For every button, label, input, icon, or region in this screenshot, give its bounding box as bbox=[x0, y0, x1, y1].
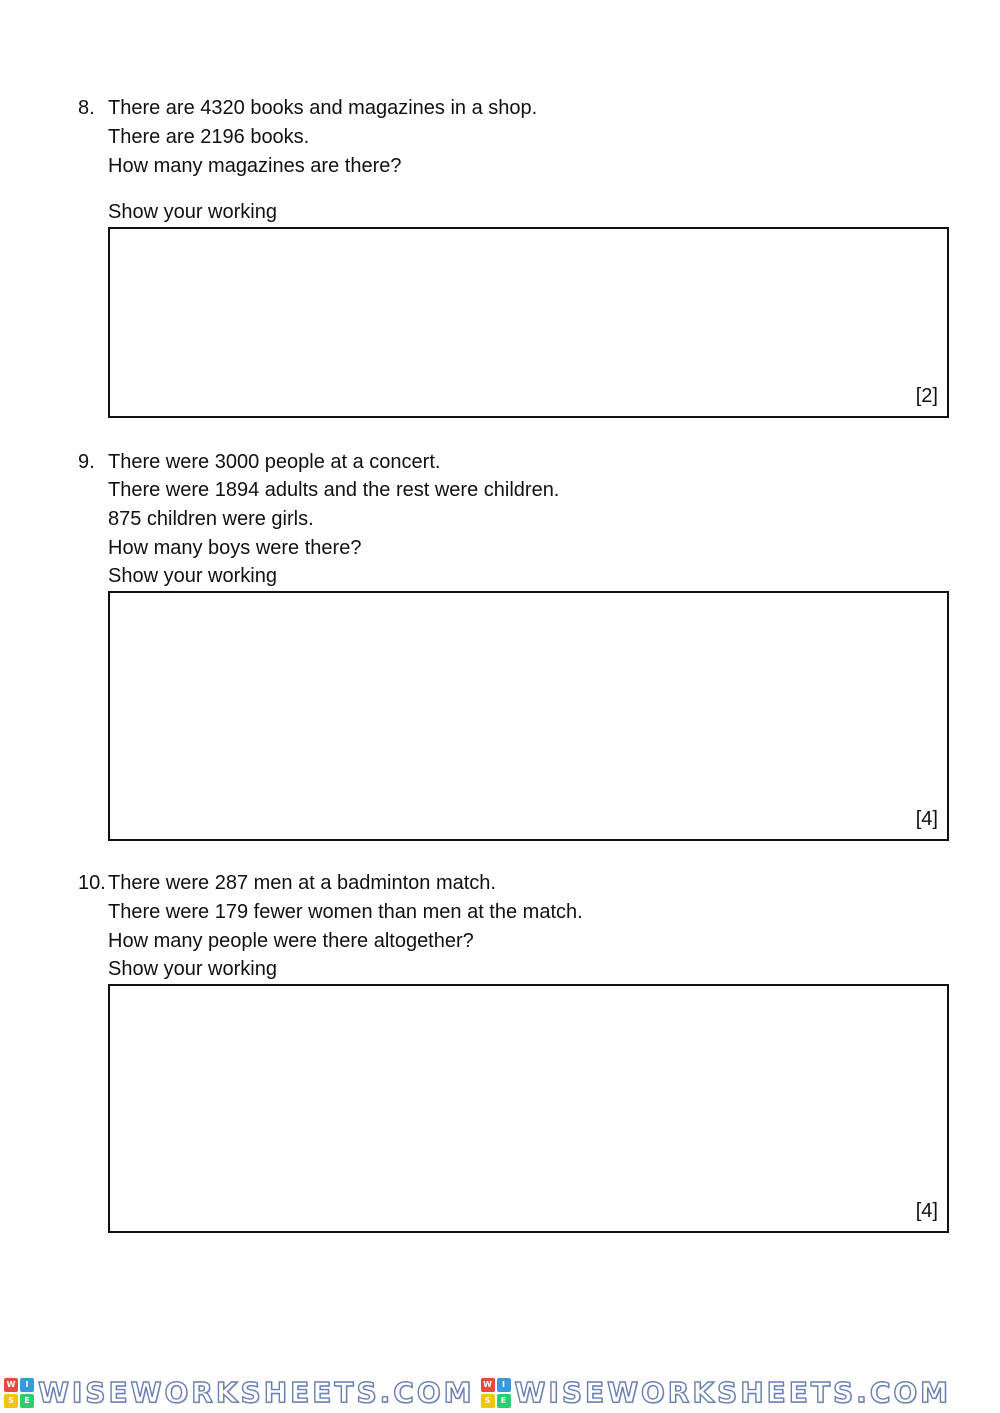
answer-input[interactable] bbox=[110, 229, 947, 416]
working-label: Show your working bbox=[108, 565, 277, 587]
working-box[interactable] bbox=[108, 984, 949, 1233]
brand-group bbox=[4, 1376, 475, 1409]
brand-logo-icon: W I S E bbox=[481, 1378, 511, 1408]
question-text-line: How many magazines are there? bbox=[108, 155, 402, 177]
brand-group bbox=[481, 1376, 952, 1409]
question-text-line: How many people were there altogether? bbox=[108, 930, 474, 952]
brand-name: WISEWORKSHEETS.COM bbox=[38, 1376, 475, 1409]
question-text-line: 875 children were girls. bbox=[108, 508, 314, 530]
question-number: 10. bbox=[78, 872, 106, 894]
working-box[interactable] bbox=[108, 227, 949, 418]
question-text-line: There were 179 fewer women than men at the match. bbox=[108, 901, 583, 923]
answer-input[interactable] bbox=[110, 593, 947, 839]
question-text-line: There were 287 men at a badminton match. bbox=[108, 872, 496, 894]
answer-input[interactable] bbox=[110, 986, 947, 1231]
marks-label: [2] bbox=[915, 385, 938, 407]
question-number: 9. bbox=[78, 451, 95, 473]
working-label: Show your working bbox=[108, 201, 277, 223]
brand-logo-icon: W I S E bbox=[4, 1378, 34, 1408]
brand-name: WISEWORKSHEETS.COM bbox=[514, 1376, 952, 1409]
question-number: 8. bbox=[78, 97, 95, 119]
question-text-line: There are 4320 books and magazines in a shop. bbox=[108, 97, 538, 119]
working-label: Show your working bbox=[108, 958, 277, 980]
marks-label: [4] bbox=[915, 808, 938, 830]
marks-label: [4] bbox=[915, 1200, 938, 1222]
question-text-line: How many boys were there? bbox=[108, 537, 362, 559]
footer-watermark bbox=[0, 1372, 1000, 1413]
question-text-line: There were 1894 adults and the rest were children. bbox=[108, 479, 560, 501]
working-box[interactable] bbox=[108, 591, 949, 841]
question-text-line: There were 3000 people at a concert. bbox=[108, 451, 441, 473]
question-text-line: There are 2196 books. bbox=[108, 126, 310, 148]
